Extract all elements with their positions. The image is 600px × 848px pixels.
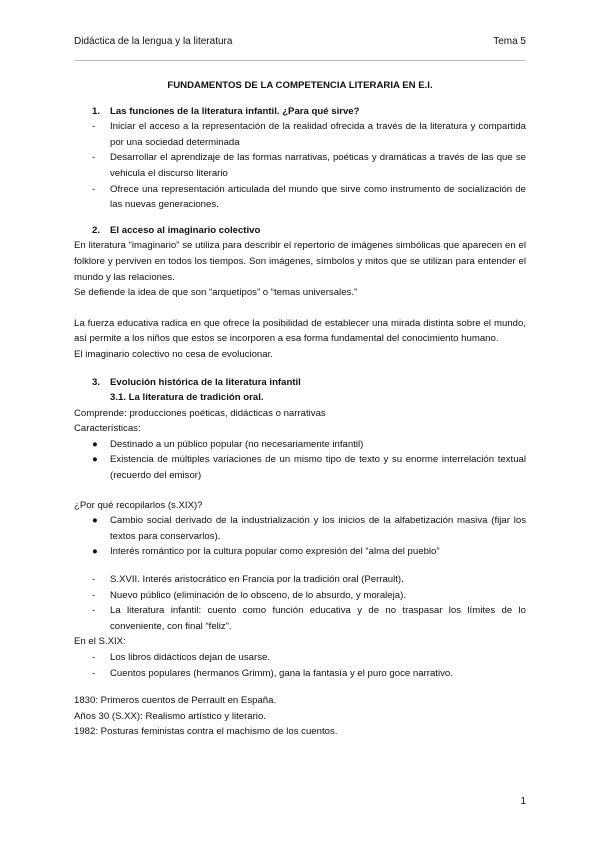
- section-1-heading: [74, 104, 526, 120]
- dash-marker: -: [92, 121, 96, 133]
- section-title: Las funciones de la literatura infantil. ¿Para qué sirve?: [110, 105, 360, 117]
- dash-marker: -: [92, 152, 96, 164]
- paragraph: Comprende: producciones poéticas, didácticas o narrativas: [74, 407, 326, 419]
- document-title: FUNDAMENTOS DE LA COMPETENCIA LITERARIA EN E.I.: [167, 80, 433, 91]
- dash-marker: -: [92, 589, 96, 601]
- paragraph: La fuerza educativa radica en que ofrece la posibilidad de establecer una mirada distinta sobre el mundo, así permite a los niños que estos se incorporen a esa forma fundamental del conocimiento humano.: [74, 317, 526, 345]
- subsection-heading: 3.1. La literatura de tradición oral.: [110, 392, 264, 404]
- paragraph: Características:: [74, 423, 141, 435]
- paragraph: Se defiende la idea de que son “arquetipos” o “temas universales.”: [74, 287, 358, 299]
- list-item: ● Interés romántico por la cultura popular como expresión del “alma del pueblo”: [74, 544, 526, 560]
- characteristics-list: [74, 437, 526, 484]
- list-item: ● Cambio social derivado de la industrialización y los inicios de la alfabetización masiva (fijar los textos para conservarlos).: [74, 513, 526, 544]
- bullet-marker: ●: [92, 454, 98, 466]
- header-topic: Tema 5: [493, 36, 526, 47]
- list-item: - S.XVII. Interés aristocrático en Francia por la tradición oral (Perrault).: [74, 572, 526, 588]
- timeline-entry: 1982: Posturas feministas contra el machismo de los cuentos.: [74, 726, 338, 738]
- list-item: - Nuevo público (eliminación de lo obsceno, de lo absurdo, y moraleja).: [74, 588, 526, 604]
- timeline-entry: 1830: Primeros cuentos de Perrault en España.: [74, 695, 277, 707]
- list-item: - Iniciar el acceso a la representación de la realidad ofrecida a través de la literatura y compartida por una sociedad determinada: [74, 119, 526, 150]
- timeline-entry: Años 30 (S.XX): Realismo artístico y literario.: [74, 710, 266, 722]
- functions-list: [74, 119, 526, 213]
- section-title: Evolución histórica de la literatura infantil: [110, 376, 301, 388]
- dash-marker: -: [92, 605, 96, 617]
- page-header: [74, 36, 526, 47]
- bullet-marker: ●: [92, 515, 98, 527]
- list-item: - Ofrece una representación articulada del mundo que sirve como instrumento de socialización de las nuevas generaciones.: [74, 182, 526, 213]
- history-list: [74, 572, 526, 634]
- dash-marker: -: [92, 574, 96, 586]
- list-item: ● Existencia de múltiples variaciones de un mismo tipo de texto y su enorme interrelación textual (recuerdo del emisor): [74, 452, 526, 483]
- paragraph: El imaginario colectivo no cesa de evolucionar.: [74, 348, 273, 360]
- list-item: ● Destinado a un público popular (no necesariamente infantil): [74, 437, 526, 453]
- section-number: 1.: [92, 105, 101, 117]
- list-item: - Desarrollar el aprendizaje de las formas narrativas, poéticas y dramáticas a través de las que se vehicula el discurso literario: [74, 150, 526, 181]
- list-item: - Los libros didácticos dejan de usarse.: [74, 650, 526, 666]
- reasons-list: [74, 513, 526, 560]
- document-body: [74, 78, 526, 740]
- dash-marker: -: [92, 652, 96, 663]
- dash-marker: -: [92, 183, 96, 195]
- dash-marker: -: [92, 667, 96, 679]
- header-subject: Didáctica de la lengua y la literatura: [74, 36, 233, 47]
- page-number: 1: [520, 796, 526, 807]
- paragraph: En literatura “imaginario” se utiliza para describir el repertorio de imágenes simbólicas que aparecen en el folklore y perviven en todos los tiempos. Son imágenes, símbolos y mitos que se utilizan para entender el mundo y las relaciones.: [74, 240, 526, 283]
- list-item: - Cuentos populares (hermanos Grimm), gana la fantasía y el puro goce narrativo.: [74, 666, 526, 682]
- section-3-heading: [74, 375, 526, 391]
- sxix-list: [74, 650, 526, 681]
- list-item: - La literatura infantil: cuento como función educativa y de no traspasar los límites de lo conveniente, con final “feliz”.: [74, 603, 526, 634]
- bullet-marker: ●: [92, 546, 98, 558]
- paragraph: En el S.XIX:: [74, 636, 126, 648]
- header-rule: [74, 60, 526, 61]
- section-number: 2.: [92, 224, 101, 236]
- paragraph: ¿Por qué recopilarlos (s.XIX)?: [74, 499, 203, 511]
- bullet-marker: ●: [92, 438, 98, 450]
- section-2-heading: [74, 223, 526, 239]
- section-title: El acceso al imaginario colectivo: [110, 224, 261, 236]
- section-number: 3.: [92, 376, 101, 388]
